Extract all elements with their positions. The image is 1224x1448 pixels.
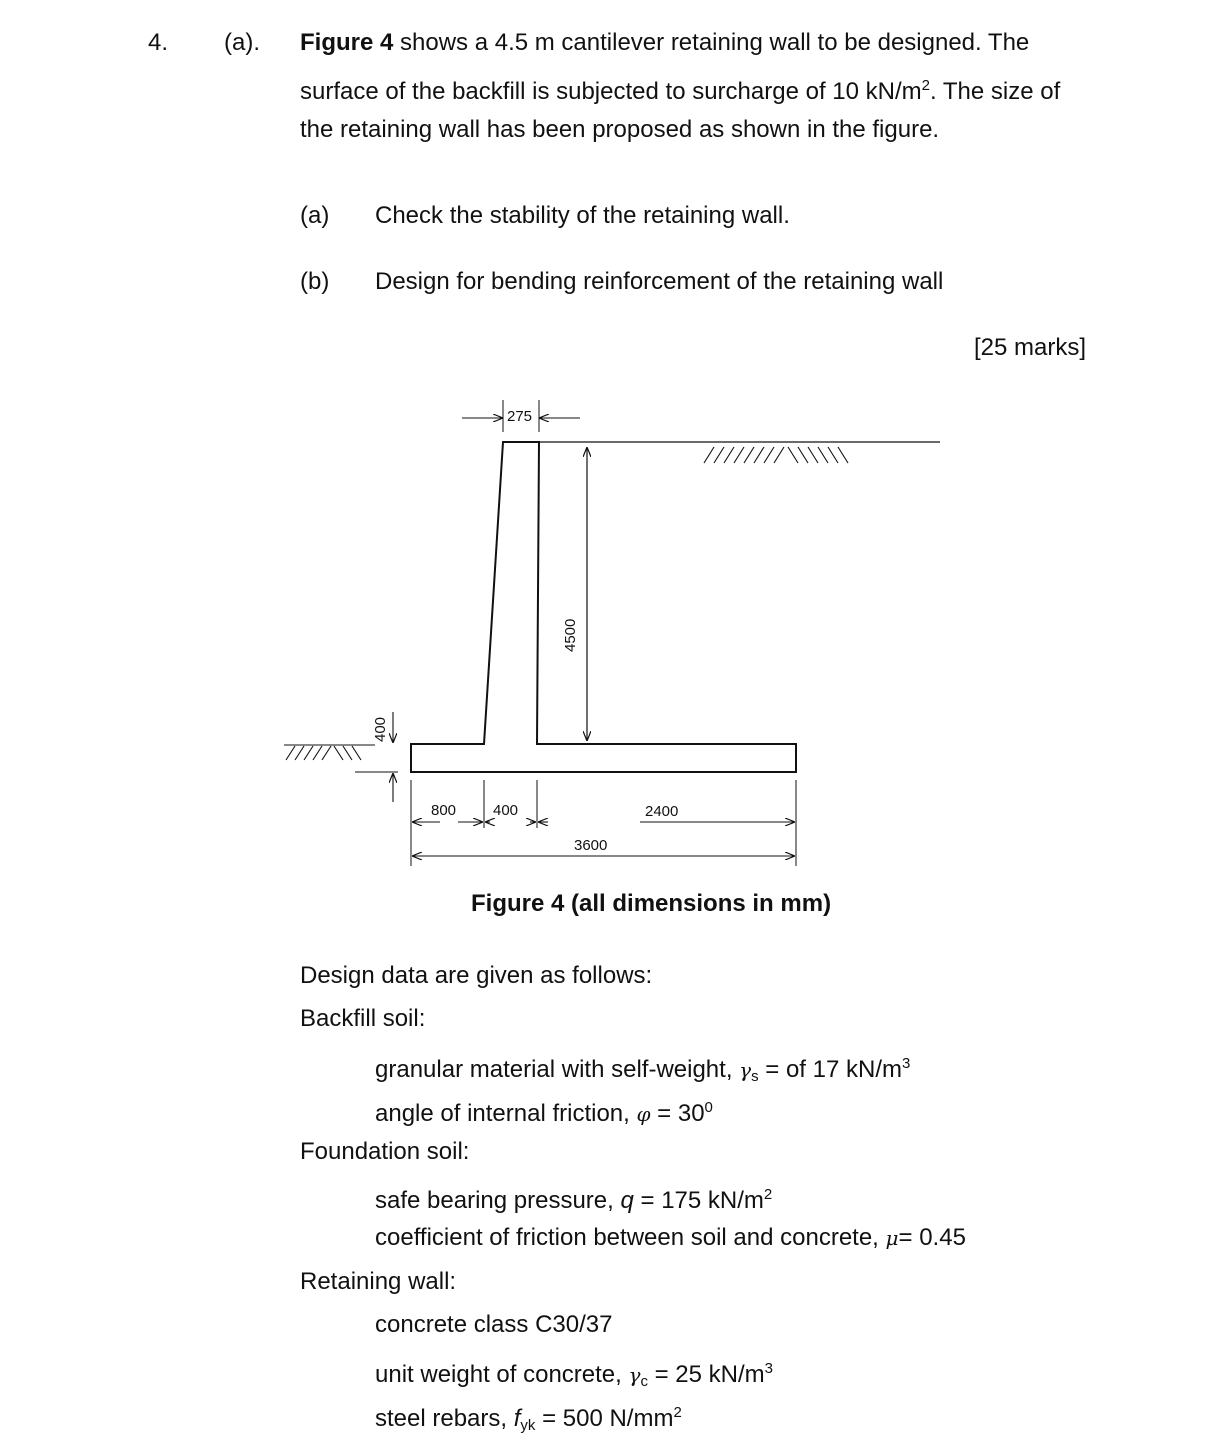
question-number: 4. xyxy=(148,29,169,56)
wall-line-3: steel rebars, $f_{yk} = 500$ $N/mm^2$ xyxy=(375,1404,682,1434)
foundation-label: Foundation soil: xyxy=(300,1138,470,1165)
task-a-label: (a) xyxy=(300,202,330,229)
backfill-line-1: granular material with self-weight, $\gamma_s$ = of 17 $kN/m^3$ xyxy=(375,1055,911,1085)
task-b-label: (b) xyxy=(300,268,330,295)
task-b-text: Design for bending reinforcement of the retaining wall xyxy=(375,268,944,295)
wall-outline xyxy=(411,442,796,772)
design-data-heading: Design data are given as follows: xyxy=(300,962,653,989)
dim-toe: 800 xyxy=(431,802,457,819)
wall-label: Retaining wall: xyxy=(300,1268,457,1295)
figure-reference: Figure 4 xyxy=(300,29,394,56)
toe-ground-hatch xyxy=(284,745,375,760)
figure-caption: Figure 4 (all dimensions in mm) xyxy=(471,890,832,917)
task-a-text: Check the stability of the retaining wall. xyxy=(375,202,790,229)
question-part: (a). xyxy=(224,29,260,56)
dim-heel: 2400 xyxy=(645,803,679,820)
dim-stem-top: 275 xyxy=(507,408,533,425)
dim-stem-base: 400 xyxy=(493,802,519,819)
wall-line-2: unit weight of concrete, $\gamma_c = 25$ $kN/m^3$ xyxy=(375,1360,773,1390)
backfill-label: Backfill soil: xyxy=(300,1005,426,1032)
dim-total-base: 3600 xyxy=(574,837,608,854)
foundation-line-1: safe bearing pressure, q = 175 $kN/m^2$ xyxy=(375,1186,773,1214)
backfill-line-2: angle of internal friction, $\varphi = 30^0$ xyxy=(375,1099,713,1127)
intro-line-3: the retaining wall has been proposed as shown in the figure. xyxy=(300,116,940,143)
marks: [25 marks] xyxy=(974,334,1087,361)
foundation-line-2: coefficient of friction between soil and concrete, μ= 0.45 xyxy=(375,1224,966,1251)
wall-line-1: concrete class C30/37 xyxy=(375,1311,613,1338)
dim-base-thickness: 400 xyxy=(372,716,389,742)
backfill-hatch xyxy=(704,447,848,463)
intro-line-2: surface of the backfill is subjected to surcharge of 10 $kN/m^2$. The size of xyxy=(300,77,1061,105)
intro-line-1: Figure 4 shows a 4.5 m cantilever retaining wall to be designed. The xyxy=(300,29,1030,56)
dim-height: 4500 xyxy=(562,618,579,652)
